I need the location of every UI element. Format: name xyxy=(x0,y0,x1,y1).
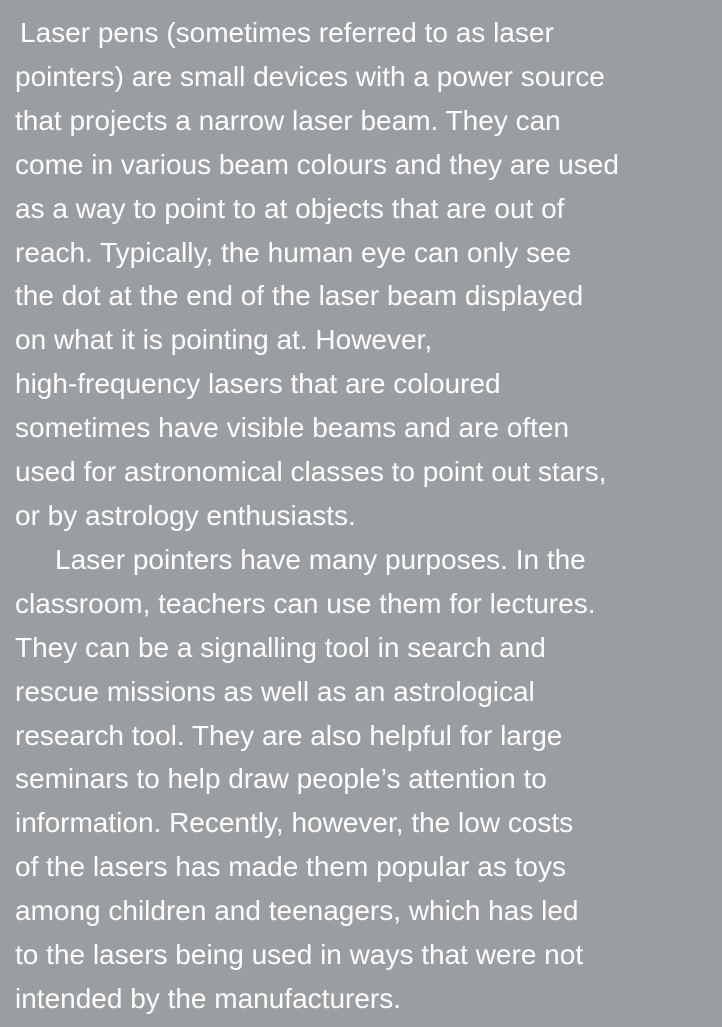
text-line: that projects a narrow laser beam. They can xyxy=(15,104,561,136)
text-line: seminars to help draw people’s attention to xyxy=(15,763,547,795)
text-line: intended by the manufacturers. xyxy=(15,982,402,1014)
text-line: rescue missions as well as an astrological xyxy=(15,675,535,707)
text-line: high-frequency lasers that are coloured xyxy=(15,368,501,400)
paragraph-1 xyxy=(15,11,714,538)
text-line: on what it is pointing at. However, xyxy=(15,324,433,356)
text-line: Laser pens (sometimes referred to as laser xyxy=(20,17,554,48)
text-line: of the lasers has made them popular as toys xyxy=(15,851,566,883)
text-line: as a way to point to at objects that are out of xyxy=(15,192,565,224)
text-line: among children and teenagers, which has led xyxy=(15,895,579,927)
text-line: come in various beam colours and they are used xyxy=(15,148,619,180)
text-line: reach. Typically, the human eye can only see xyxy=(15,236,572,268)
paragraph-2 xyxy=(15,538,714,1021)
text-line: the dot at the end of the laser beam displayed xyxy=(15,280,584,312)
text-line: to the lasers being used in ways that were not xyxy=(15,939,584,971)
text-line: or by astrology enthusiasts. xyxy=(15,499,356,531)
text-line: pointers) are small devices with a power source xyxy=(15,60,605,92)
text-line: They can be a signalling tool in search and xyxy=(15,631,546,663)
text-line: used for astronomical classes to point out stars, xyxy=(15,456,607,488)
text-line: sometimes have visible beams and are often xyxy=(15,412,570,444)
text-line: research tool. They are also helpful for large xyxy=(15,719,563,751)
text-line: Laser pointers have many purposes. In the xyxy=(55,543,586,575)
text-line: information. Recently, however, the low costs xyxy=(15,807,574,839)
text-line: classroom, teachers can use them for lectures. xyxy=(15,587,596,619)
